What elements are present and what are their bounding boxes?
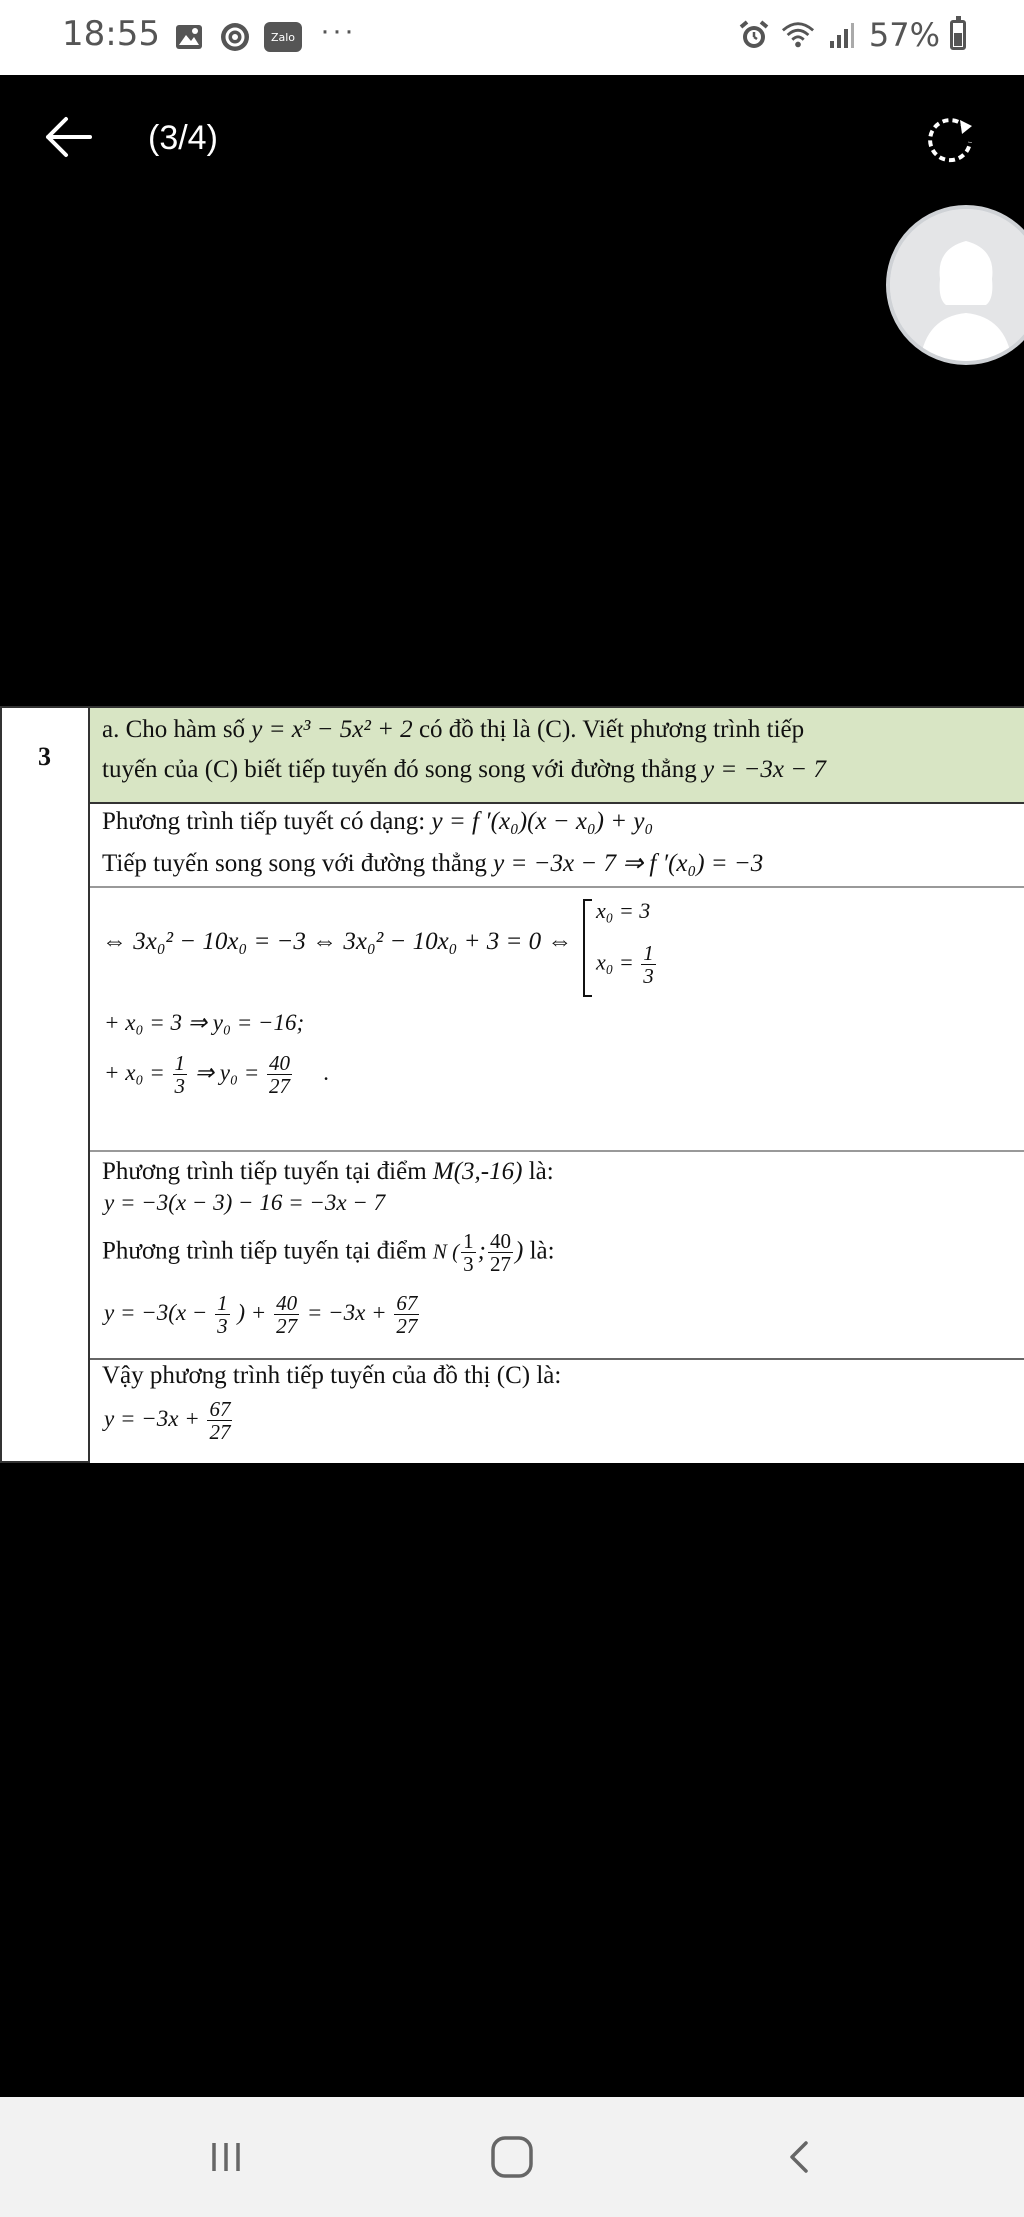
rotate-icon xyxy=(922,112,978,168)
case-line-2: + x₀ = $\frac{1}{3}$ ⇒ y₀ = $\frac{40}{27}$ . xyxy=(104,1051,330,1099)
tangent-n-title: Phương trình tiếp tuyến tại điểm N ( $\frac{1}{3}$ ; $\frac{40}{27}$ ) là: xyxy=(102,1229,555,1277)
battery-percent: 57% xyxy=(868,16,940,54)
arrow-left-icon xyxy=(40,107,100,167)
question-number-column xyxy=(0,706,90,1463)
gallery-icon xyxy=(172,20,206,54)
recents-icon xyxy=(206,2137,246,2177)
signal-icon xyxy=(825,18,859,52)
page-counter: (3/4) xyxy=(148,119,218,157)
back-icon xyxy=(780,2137,820,2177)
tangent-n-formula: y = −3(x − $\frac{1}{3}$ ) + $\frac{40}{27}$ = −3x + $\frac{67}{27}$ xyxy=(104,1291,418,1339)
system-nav-bar xyxy=(0,2097,1024,2217)
conclusion-formula: y = −3x + $\frac{67}{27}$ xyxy=(104,1397,231,1445)
clock: 18:55 xyxy=(62,14,160,54)
system-bracket xyxy=(580,898,596,998)
solution-line-1: Phương trình tiếp tuyết có dạng: y = f ′(x₀)(x − x₀) + y₀ xyxy=(102,808,654,835)
question-line-2: tuyến của (C) biết tiếp tuyến đó song song với đường thẳng y = −3x − 7 xyxy=(102,756,826,783)
tangent-m-title: Phương trình tiếp tuyến tại điểm M(3,-16) là: xyxy=(102,1158,554,1185)
divider xyxy=(90,1150,1024,1152)
wifi-icon xyxy=(781,18,815,52)
document-image xyxy=(0,706,1024,1463)
alarm-icon xyxy=(737,18,771,52)
divider xyxy=(90,1358,1024,1360)
battery-icon xyxy=(950,20,966,50)
home-icon xyxy=(489,2134,535,2180)
tangent-m-formula: y = −3(x − 3) − 16 = −3x − 7 xyxy=(104,1190,386,1215)
system-solution-b: x₀ = $\frac{1}{3}$ xyxy=(596,941,654,989)
zalo-icon: Zalo xyxy=(264,22,302,52)
equation-line: ⇔ 3x₀² − 10x₀ = −3 ⇔ 3x₀² − 10x₀ + 3 = 0 ⇔ xyxy=(102,928,573,955)
recents-button[interactable] xyxy=(196,2127,256,2187)
back-button[interactable] xyxy=(40,107,100,167)
question-line-1: a. Cho hàm số y = x³ − 5x² + 2 có đồ thị là (C). Viết phương trình tiếp xyxy=(102,716,805,743)
conclusion-title: Vậy phương trình tiếp tuyến của đồ thị (C) là: xyxy=(102,1362,562,1389)
system-icons xyxy=(737,16,966,54)
user-silhouette-icon xyxy=(890,209,1024,361)
more-notifications-icon: ··· xyxy=(320,14,356,47)
case-line-1: + x₀ = 3 ⇒ y₀ = −16; xyxy=(104,1010,305,1035)
rotate-button[interactable] xyxy=(922,112,978,168)
messenger-icon xyxy=(218,20,252,54)
solution-line-2: Tiếp tuyến song song với đường thẳng y = −3x − 7 ⇒ f ′(x₀) = −3 xyxy=(102,850,764,877)
notification-icons xyxy=(172,14,356,54)
home-button[interactable] xyxy=(482,2127,542,2187)
chat-head-avatar[interactable] xyxy=(886,205,1024,365)
question-number: 3 xyxy=(38,742,51,771)
system-solution-a: x₀ = 3 xyxy=(596,898,651,923)
nav-back-button[interactable] xyxy=(770,2127,830,2187)
status-bar xyxy=(0,0,1024,75)
viewer-app-bar xyxy=(0,75,1024,205)
divider xyxy=(90,886,1024,888)
